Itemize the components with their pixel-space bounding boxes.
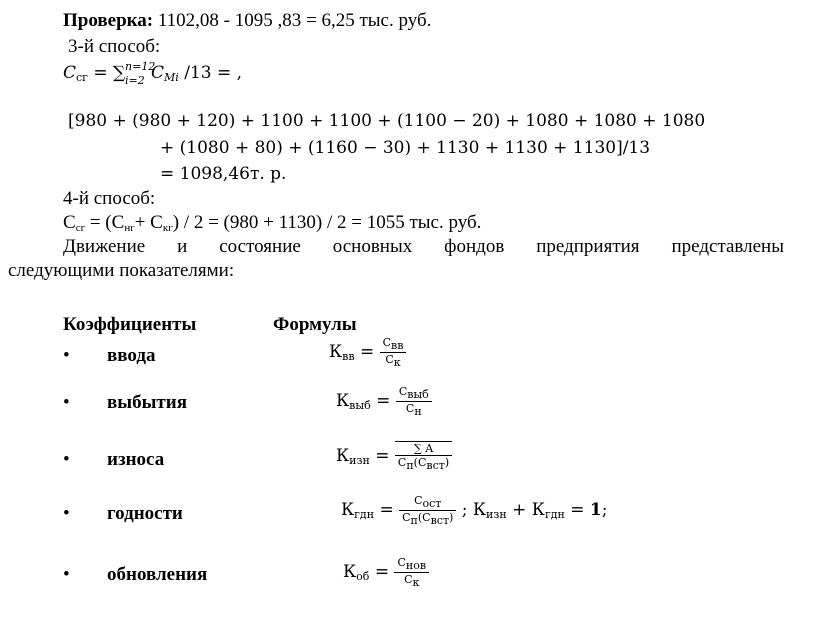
- den-extra: (С: [417, 511, 431, 524]
- row-name-text: ввода: [107, 345, 156, 366]
- sum-term: C: [151, 63, 165, 83]
- tail-eq: =: [564, 500, 590, 520]
- eq: =: [369, 562, 390, 582]
- sum-term-sub: Mi: [164, 71, 179, 84]
- formula-lhs-sub: сг: [76, 71, 88, 84]
- row-formula-vvoda: [329, 336, 406, 369]
- fraction: [395, 441, 452, 472]
- tail-end: ;: [601, 500, 608, 520]
- tail-sub-izn: изн: [486, 508, 507, 521]
- sum-block: [113, 60, 156, 87]
- check-label: Проверка:: [63, 10, 154, 31]
- row-formula-vybytiya: [336, 385, 432, 418]
- k-letter: К: [336, 446, 350, 466]
- den-letter: С: [385, 353, 394, 366]
- bullet: •: [63, 449, 70, 470]
- bullet: •: [63, 564, 70, 585]
- num-letter: С: [398, 385, 408, 398]
- fraction: [394, 556, 429, 589]
- bullet: •: [63, 392, 70, 413]
- eq: =: [374, 500, 394, 520]
- fraction: [380, 336, 407, 369]
- method3-heading: 3-й способ:: [68, 36, 161, 57]
- eq: =: [370, 391, 391, 411]
- row-name-vybytiya: [107, 392, 187, 414]
- m4-c-sub: сг: [75, 222, 86, 234]
- fraction: [396, 385, 432, 418]
- check-line: [63, 10, 431, 32]
- num-sub: вв: [391, 339, 404, 352]
- den-extra-sub: вст: [426, 459, 445, 472]
- fraction-den: [399, 511, 456, 527]
- eq: =: [354, 342, 375, 362]
- sum-bottom: i=2: [125, 74, 145, 87]
- tail-sub-gdn: гдн: [544, 508, 565, 521]
- sum-symbol: ∑: [113, 63, 126, 83]
- tail-mid: + К: [506, 500, 545, 520]
- den-sub: н: [414, 405, 422, 418]
- bullet: •: [63, 503, 70, 524]
- fraction-num: [394, 556, 429, 573]
- row-name-text: годности: [107, 503, 183, 524]
- den-sub: п: [406, 459, 414, 472]
- row-name-godnosti: [107, 503, 183, 525]
- fraction-num: [399, 494, 456, 511]
- num-letter: С: [382, 336, 392, 349]
- fraction-den: [394, 573, 429, 589]
- num-sub: нов: [405, 559, 427, 572]
- calc-line-2: + (1080 + 80) + (1160 − 30) + 1130 + 1130 + 1130]/13: [160, 138, 651, 158]
- header-formulas: [273, 314, 357, 336]
- k-letter: К: [341, 500, 355, 520]
- fraction-num: [395, 442, 452, 456]
- row-formula-iznosa: [336, 441, 452, 472]
- row-name-text: износа: [107, 449, 165, 470]
- tail-one: 1: [589, 500, 602, 520]
- den-sub: к: [393, 356, 401, 369]
- calc-result: = 1098,46: [160, 164, 250, 184]
- den-close: ): [444, 456, 450, 469]
- den-extra: (С: [413, 456, 427, 469]
- m4-rest: ) / 2 = (980 + 1130) / 2 = 1055 тыс. руб.: [172, 212, 482, 233]
- row-formula-godnosti: [341, 494, 607, 527]
- m4-kg-sub: кг: [162, 222, 173, 234]
- formula-rest: /13 = ,: [178, 63, 243, 83]
- num-letter: С: [397, 556, 406, 569]
- k-sub: выб: [349, 399, 371, 412]
- m4-ng-sub: нг: [124, 222, 135, 234]
- num-sum: ∑ A: [413, 442, 434, 455]
- formula-lhs: C: [63, 63, 77, 83]
- den-close: ): [449, 511, 454, 524]
- den-extra-sub: вст: [430, 514, 450, 527]
- fraction: [399, 494, 456, 527]
- m4-c: С: [63, 212, 76, 233]
- calc-line-3: [160, 163, 286, 185]
- fraction-den: [380, 353, 407, 369]
- den-letter: С: [402, 511, 411, 524]
- paragraph-line-1: Движение и состояние основных фондов предприятия представлены: [63, 236, 784, 257]
- formula-eq: =: [93, 63, 114, 83]
- den-letter: С: [397, 456, 407, 469]
- k-sub: изн: [349, 454, 370, 467]
- paragraph-line-2: следующими показателями:: [8, 260, 235, 281]
- k-letter: К: [329, 342, 343, 362]
- den-sub: к: [412, 576, 420, 589]
- row-name-vvoda: [107, 345, 155, 367]
- row-name-text: обновления: [107, 564, 208, 585]
- num-sub: ост: [422, 497, 442, 510]
- k-letter: К: [336, 391, 350, 411]
- method4-formula: [63, 212, 481, 239]
- k-letter: К: [343, 562, 357, 582]
- row-name-text: выбытия: [107, 392, 187, 413]
- m4-mid: = (С: [85, 212, 125, 233]
- den-sub: п: [410, 514, 418, 527]
- m4-plus: + С: [134, 212, 163, 233]
- header-coef-text: Коэффициенты: [63, 314, 197, 335]
- sum-top: n=12: [125, 60, 156, 73]
- check-text: 1102,08 - 1095 ,83 = 6,25 тыс. руб.: [153, 10, 432, 31]
- header-formula-text: Формулы: [273, 314, 357, 335]
- bullet: •: [63, 345, 70, 366]
- row-formula-obnovleniya: [343, 556, 429, 589]
- fraction-den: [396, 402, 432, 418]
- fraction-num: [380, 336, 407, 353]
- method3-formula: [63, 62, 242, 89]
- header-coefficients: [63, 314, 196, 336]
- eq: =: [369, 446, 390, 466]
- den-letter: С: [404, 573, 413, 586]
- k-sub: вв: [342, 350, 355, 363]
- num-letter: С: [414, 494, 423, 507]
- tail-k: ; К: [461, 500, 487, 520]
- calc-line-1: [980 + (980 + 120) + 1100 + 1100 + (1100 − 20) + 1080 + 1080 + 1080: [68, 111, 706, 131]
- method4-heading: 4-й способ:: [63, 188, 156, 209]
- fraction-num: [396, 385, 432, 402]
- fraction-den: [395, 456, 452, 472]
- row-name-iznosa: [107, 449, 164, 471]
- k-sub: гдн: [354, 508, 375, 521]
- calc-unit: т. р.: [249, 164, 287, 184]
- row-name-obnovleniya: [107, 564, 207, 586]
- k-sub: об: [356, 570, 370, 583]
- num-sub: выб: [407, 388, 429, 401]
- den-letter: С: [405, 402, 415, 415]
